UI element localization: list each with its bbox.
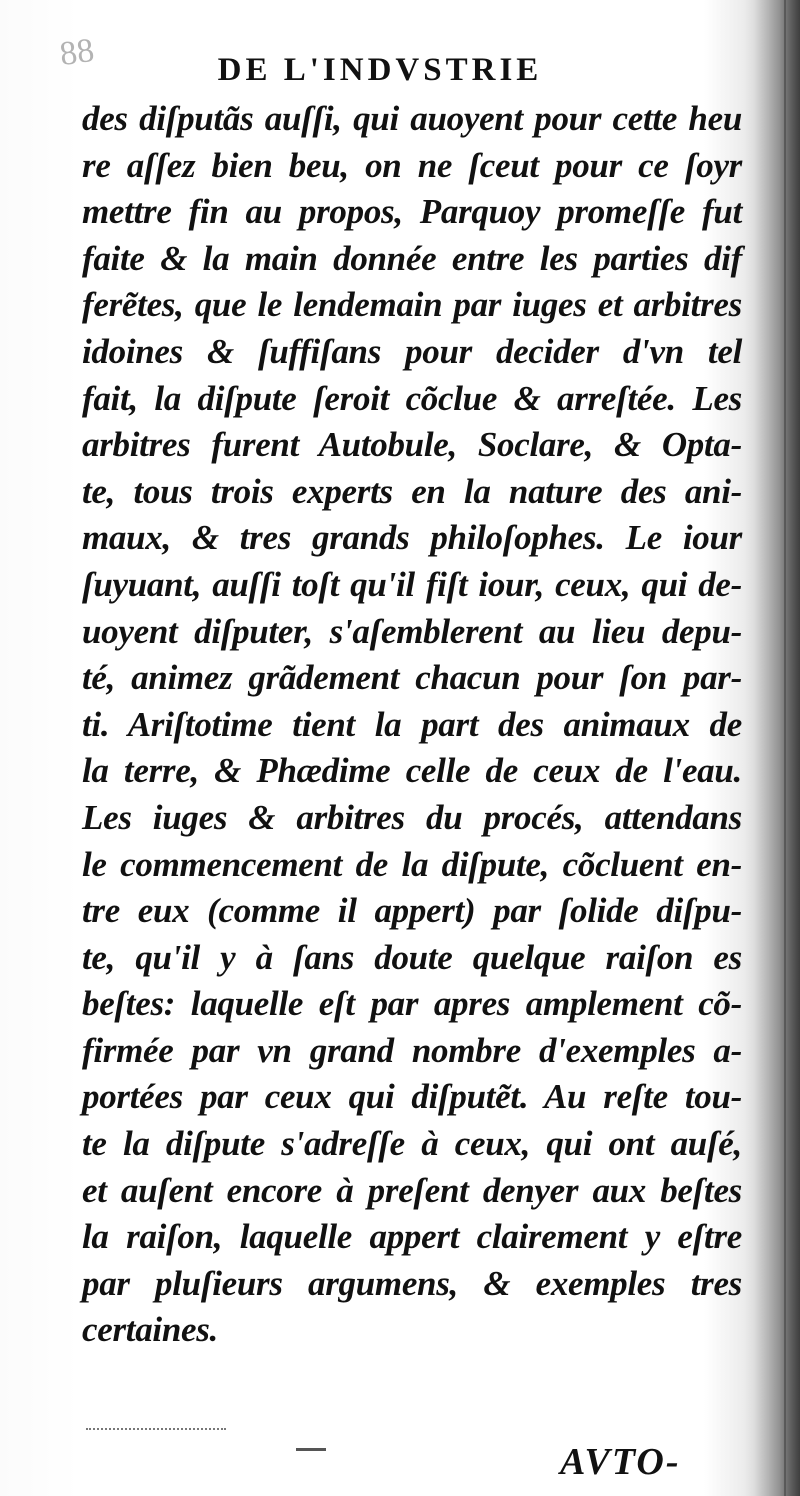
page-number: 88 — [57, 31, 97, 74]
text-line: ti. Ariſtotime tient la part des animaux de — [82, 704, 742, 744]
text-line: portées par ceux qui diſputẽt. Au reſte tou- — [82, 1077, 742, 1117]
text-line: te la diſpute s'adreſſe à ceux, qui ont auſé, — [82, 1124, 742, 1164]
text-line: ſuyuant, auſſi toſt qu'il fiſt iour, ceux, qui de- — [82, 564, 742, 604]
text-line: certaines. — [82, 1310, 219, 1350]
text-line: Les iuges & arbitres du procés, attendans — [82, 797, 742, 837]
catchword: AVTO- — [560, 1441, 681, 1483]
text-line: re aſſez bien beu, on ne ſceut pour ce ſoyr — [82, 145, 742, 185]
text-line: mettre fin au propos, Parquoy promeſſe fut — [82, 192, 742, 232]
text-line: uoyent diſputer, s'aſemblerent au lieu depu- — [82, 611, 742, 651]
footer-dotted-rule — [86, 1428, 226, 1430]
text-line: firmée par vn grand nombre d'exemples a- — [82, 1030, 742, 1070]
text-line: beſtes: laquelle eſt par apres amplement cõ- — [82, 984, 742, 1024]
text-line: maux, & tres grands philoſophes. Le iour — [82, 518, 742, 558]
text-line: té, animez grãdement chacun pour ſon par- — [82, 658, 742, 698]
text-line: fait, la diſpute ſeroit cõclue & arreſtée. Les — [82, 378, 742, 418]
body-text — [82, 96, 742, 1354]
text-line: des diſputãs auſſi, qui auoyent pour cette heu — [82, 99, 742, 138]
text-line: tre eux (comme il appert) par ſolide diſpu- — [82, 891, 742, 931]
footer-dash — [296, 1448, 326, 1451]
text-line: arbitres furent Autobule, Soclare, & Opta- — [82, 425, 742, 465]
text-line: idoines & ſuffiſans pour decider d'vn tel — [82, 331, 742, 371]
text-line: la terre, & Phædime celle de ceux de l'eau. — [82, 751, 742, 791]
text-line: et auſent encore à preſent denyer aux beſtes — [82, 1170, 742, 1210]
text-line: faite & la main donnée entre les parties dif — [82, 238, 742, 278]
text-line: te, tous trois experts en la nature des ani- — [82, 471, 742, 511]
page-edge-shadow — [754, 0, 800, 1496]
text-line: ferẽtes, que le lendemain par iuges et arbitres — [82, 285, 742, 325]
text-line: te, qu'il y à ſans doute quelque raiſon es — [82, 937, 742, 977]
page-edge-line — [784, 0, 786, 1496]
text-line: la raiſon, laquelle appert clairement y eſtre — [82, 1217, 742, 1257]
running-head: DE L'INDVSTRIE — [217, 52, 543, 88]
text-line: le commencement de la diſpute, cõcluent en- — [82, 844, 742, 884]
text-line: par pluſieurs argumens, & exemples tres — [82, 1263, 742, 1303]
